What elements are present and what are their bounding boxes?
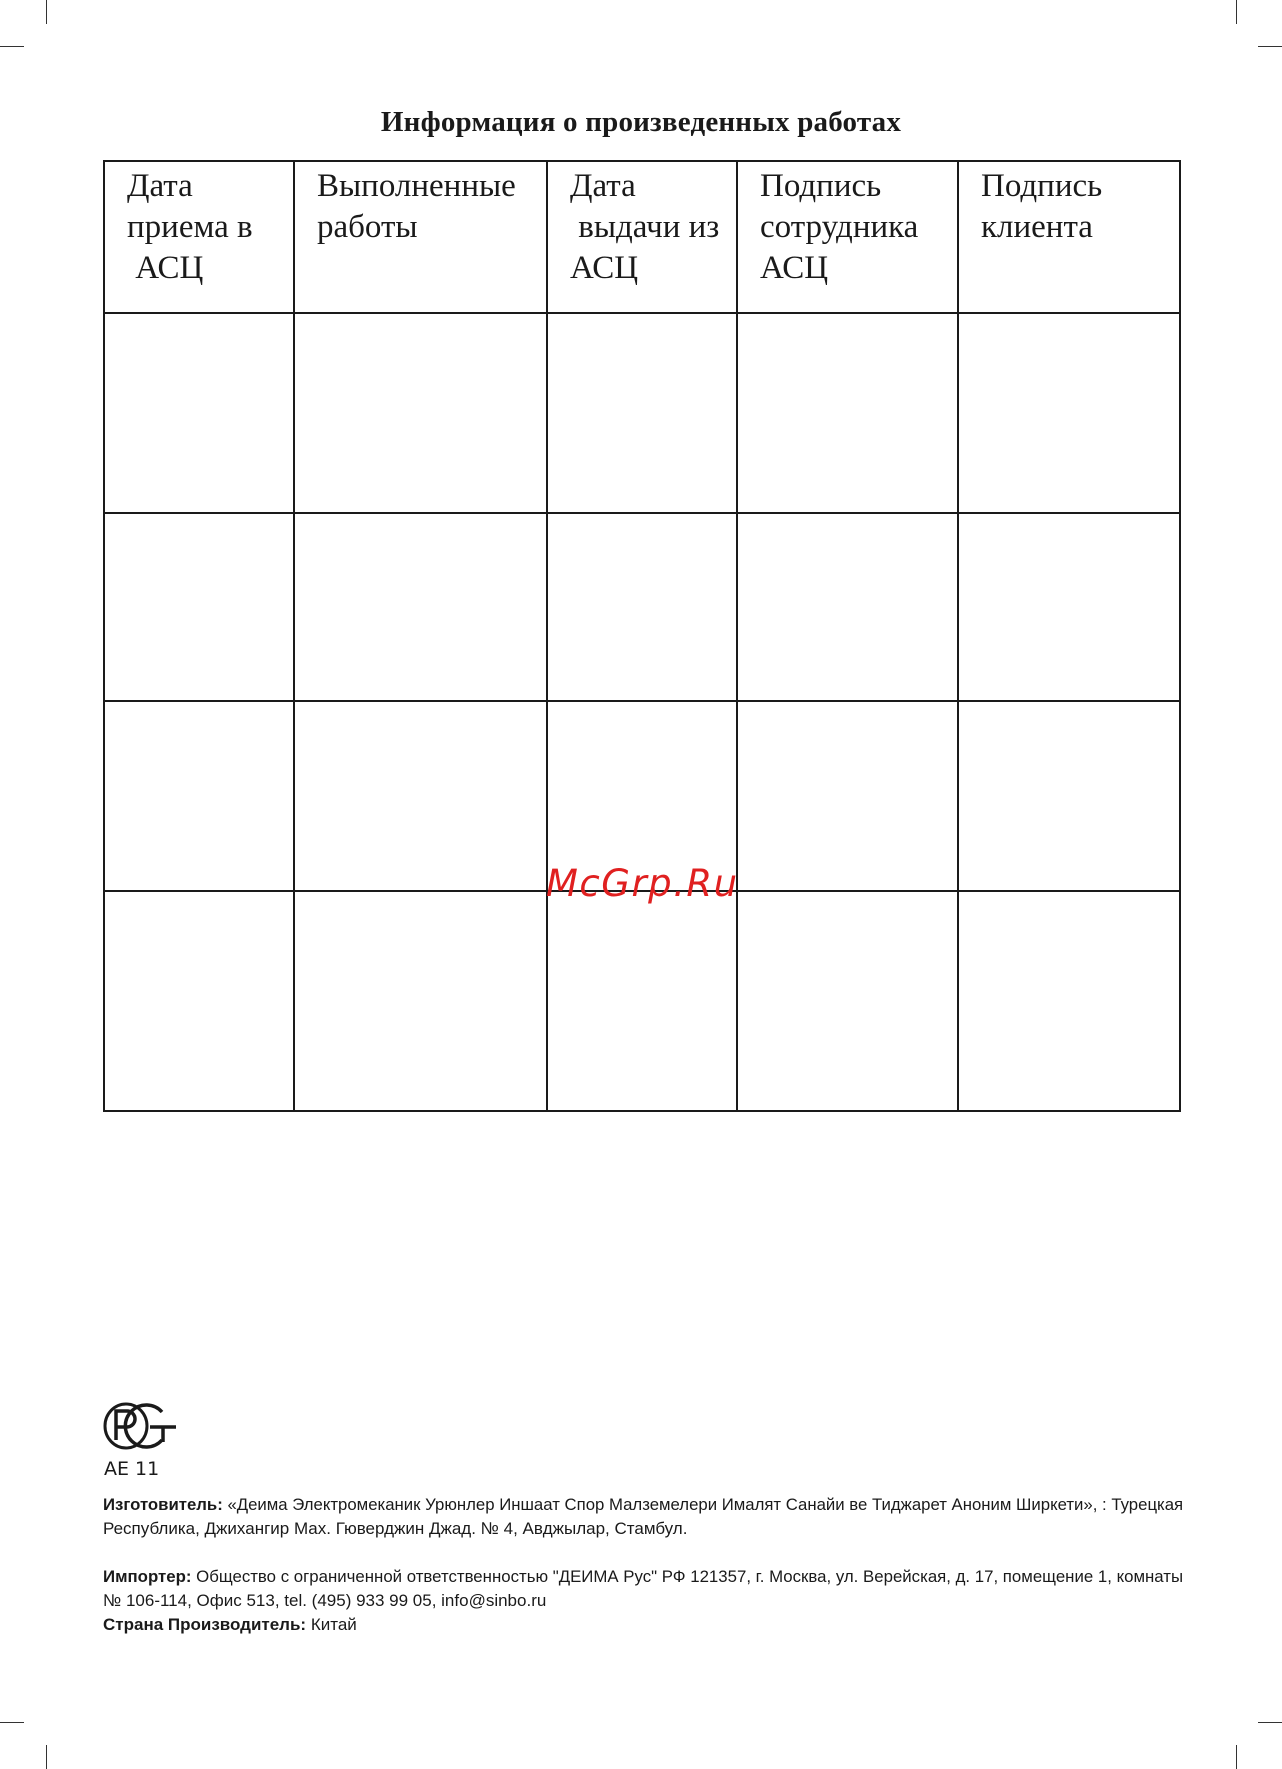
- header-staff-signature: Подпись сотрудника АСЦ: [737, 161, 958, 313]
- table-cell[interactable]: [104, 891, 294, 1111]
- origin-line: [103, 1613, 1183, 1637]
- table-cell[interactable]: [104, 513, 294, 701]
- pct-certification-icon: [102, 1400, 178, 1452]
- table-cell[interactable]: [294, 513, 547, 701]
- table-cell[interactable]: [958, 513, 1180, 701]
- table-cell[interactable]: [737, 513, 958, 701]
- table-cell[interactable]: [958, 891, 1180, 1111]
- origin-value: Китай: [306, 1615, 357, 1634]
- table-cell[interactable]: [958, 313, 1180, 513]
- table-cell[interactable]: [547, 513, 737, 701]
- crop-mark: [1236, 0, 1237, 24]
- header-client-signature: Подпись клиента: [958, 161, 1180, 313]
- importer-line-2: № 106-114, Офис 513, tel. (495) 933 99 05, info@sinbo.ru: [103, 1591, 547, 1610]
- table-cell[interactable]: [547, 313, 737, 513]
- manufacturer-line-2: Республика, Джихангир Мах. Гюверджин Джад. № 4, Авджылар, Стамбул.: [103, 1519, 688, 1538]
- crop-mark: [1236, 1745, 1237, 1769]
- crop-mark: [0, 1722, 24, 1723]
- table-cell[interactable]: [294, 701, 547, 891]
- table-cell[interactable]: [737, 891, 958, 1111]
- table-cell[interactable]: [104, 313, 294, 513]
- table-row: [104, 891, 1180, 1111]
- importer-label: Импортер:: [103, 1567, 192, 1586]
- table-cell[interactable]: [547, 891, 737, 1111]
- work-log-table: [103, 160, 1181, 1112]
- importer-info: [103, 1565, 1183, 1637]
- crop-mark: [46, 0, 47, 24]
- table-header-row: [104, 161, 1180, 313]
- crop-mark: [46, 1745, 47, 1769]
- crop-mark: [0, 46, 24, 47]
- table-cell[interactable]: [958, 701, 1180, 891]
- page-title: Информация о произведенных работах: [380, 106, 902, 138]
- manufacturer-line-1: Изготовитель: «Деима Электромеканик Урюнлер Иншаат Спор Малземелери Ималят Санайи ве Тиджарет Аноним Ширкети», : Турецкая: [103, 1495, 1184, 1514]
- table-cell[interactable]: [104, 701, 294, 891]
- table-cell[interactable]: [737, 701, 958, 891]
- table-cell[interactable]: [294, 891, 547, 1111]
- header-date-issued: Дата выдачи из АСЦ: [547, 161, 737, 313]
- header-date-received: Дата приема в АСЦ: [104, 161, 294, 313]
- certification-code: AE 11: [104, 1458, 160, 1480]
- table-row: [104, 313, 1180, 513]
- table-cell[interactable]: [294, 313, 547, 513]
- table-row: [104, 513, 1180, 701]
- manufacturer-info: [103, 1493, 1183, 1541]
- table-cell[interactable]: [737, 313, 958, 513]
- importer-line-1: Импортер: Общество с ограниченной ответственностью "ДЕИМА Рус" РФ 121357, г. Москва, ул. Верейская, д. 17, помещение 1, комнаты: [103, 1567, 1184, 1586]
- watermark: McGrp.Ru: [546, 862, 739, 905]
- crop-mark: [1258, 46, 1282, 47]
- header-work-performed: Выполненные работы: [294, 161, 547, 313]
- origin-label: Страна Производитель:: [103, 1615, 307, 1634]
- crop-mark: [1258, 1722, 1282, 1723]
- manufacturer-label: Изготовитель:: [103, 1495, 223, 1514]
